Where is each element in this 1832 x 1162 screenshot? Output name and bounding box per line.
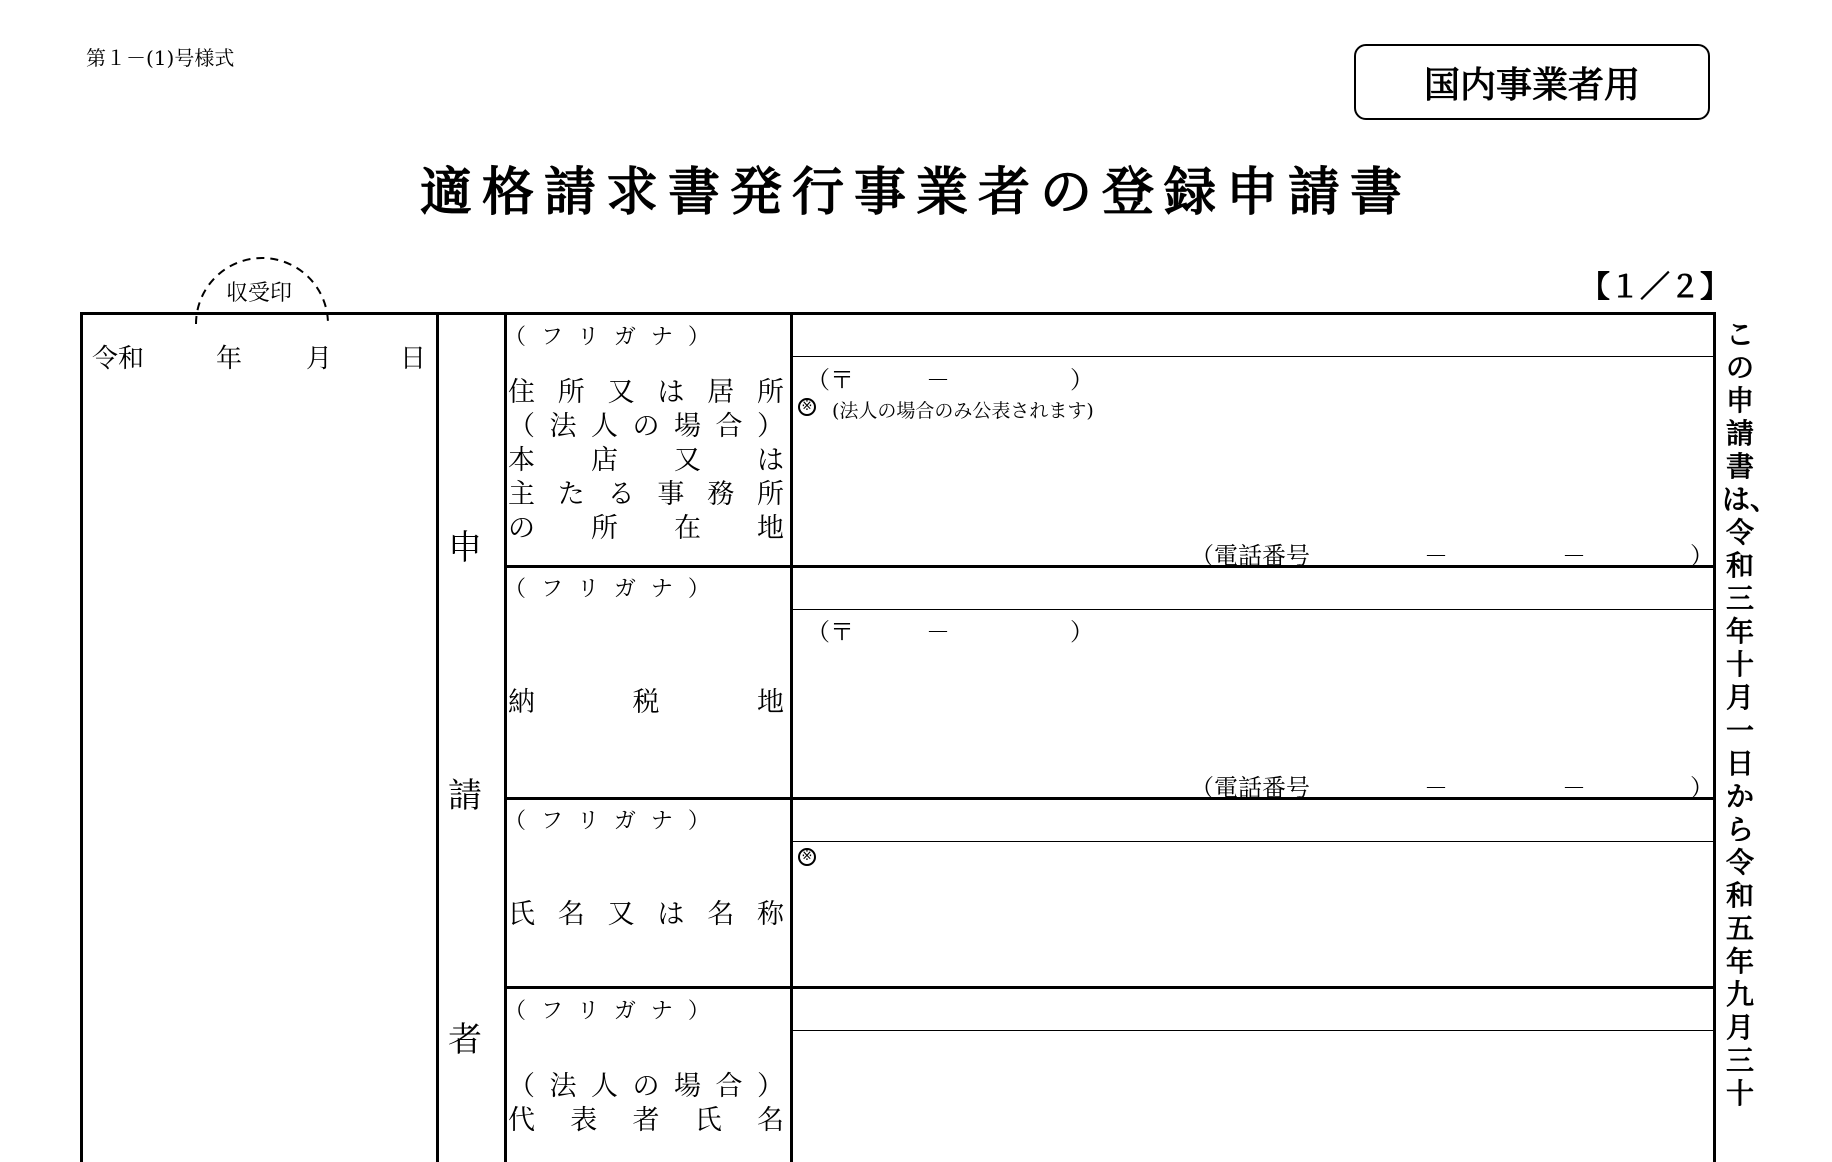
tax-place-label: 納税地: [508, 687, 784, 718]
address-phone-separator: －: [1562, 542, 1586, 570]
date-month: 月: [306, 344, 333, 374]
domestic-business-badge: 国内事業者用: [1354, 44, 1710, 120]
tax-place-phone-separator: －: [1424, 774, 1448, 802]
address-label: 住所又は居所 （法人の場合） 本店又は 主たる事務所 の所在地: [508, 377, 784, 544]
address-furigana-label: （フリガナ）: [504, 325, 725, 350]
receipt-stamp-label: 収受印: [226, 281, 293, 306]
tax-place-phone-label: （電話番号: [1190, 774, 1310, 802]
disclosure-mark-icon: ※: [798, 848, 816, 866]
validity-side-note: この申請書は、令和三年十月一日から令和五年九月三十: [1722, 318, 1779, 1110]
furigana-divider: [792, 1030, 1716, 1031]
row-divider: [504, 797, 1716, 800]
applicant-label-3: 者: [448, 1020, 482, 1060]
date-era: 令和: [92, 344, 145, 374]
divider: [504, 312, 507, 1162]
tax-place-postal: （〒 － ）: [806, 618, 1094, 646]
date-year: 年: [216, 344, 243, 374]
applicant-label-2: 請: [448, 776, 482, 816]
divider: [436, 312, 439, 1162]
representative-label: （法人の場合） 代表者氏名: [508, 1071, 784, 1136]
address-disclosure-note: (法人の場合のみ公表されます): [832, 400, 1094, 422]
page-indicator: 【１／２】: [1580, 270, 1730, 305]
address-phone-label: （電話番号: [1190, 542, 1310, 570]
form-number: 第１－(1)号様式: [86, 46, 235, 70]
name-label: 氏名又は名称: [508, 899, 784, 930]
divider: [790, 312, 793, 1162]
row-divider: [504, 986, 1716, 989]
furigana-divider: [792, 841, 1716, 842]
address-postal: （〒 － ）: [806, 366, 1094, 394]
address-phone-separator: －: [1424, 542, 1448, 570]
page-title: 適格請求書発行事業者の登録申請書: [419, 163, 1412, 223]
applicant-label-1: 申: [448, 528, 482, 568]
disclosure-mark-icon: ※: [798, 398, 816, 416]
form-table: [80, 312, 1716, 1162]
address-phone-close: ）: [1690, 542, 1714, 570]
row-divider: [504, 565, 1716, 568]
furigana-divider: [792, 356, 1716, 357]
name-furigana-label: （フリガナ）: [504, 809, 725, 834]
tax-place-phone-separator: －: [1562, 774, 1586, 802]
date-day: 日: [400, 344, 427, 374]
representative-furigana-label: （フリガナ）: [504, 999, 725, 1024]
tax-place-phone-close: ）: [1690, 774, 1714, 802]
tax-place-furigana-label: （フリガナ）: [504, 577, 725, 602]
furigana-divider: [792, 609, 1716, 610]
